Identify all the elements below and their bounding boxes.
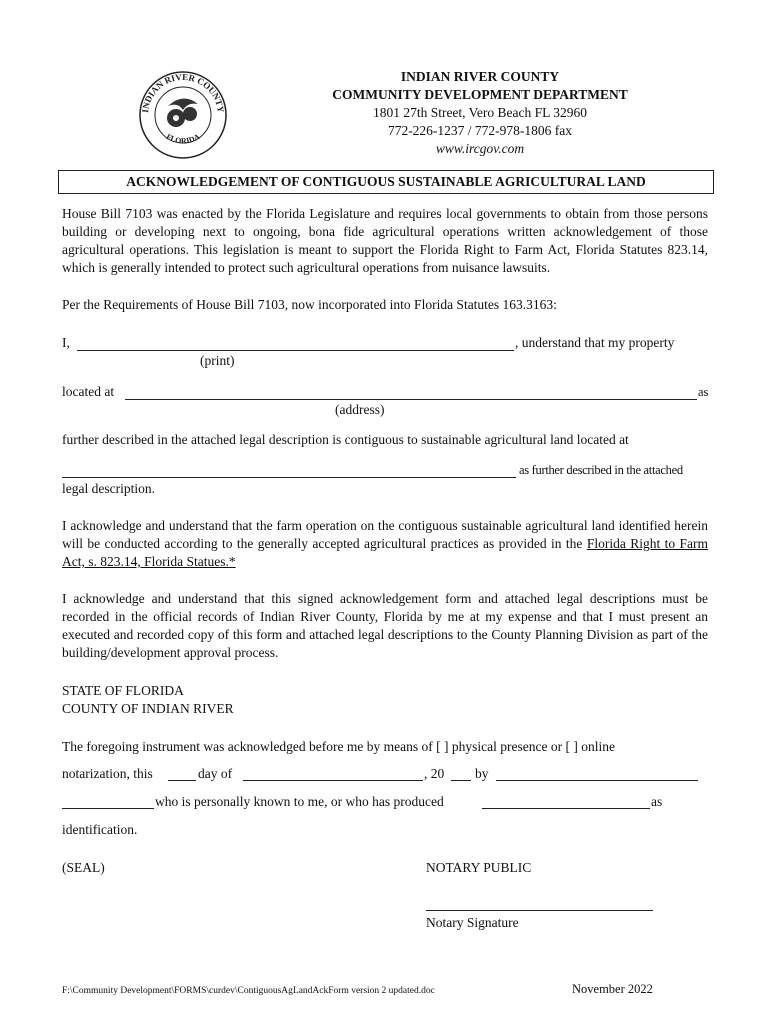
notary-acknowledgement-line: The foregoing instrument was acknowledged before me by means of [ ] physical presence or [ ] online [62, 739, 615, 754]
further-suffix: as further described in the attached [519, 463, 683, 477]
notarization-prefix: notarization, this [62, 766, 153, 781]
notary-signature-field[interactable] [426, 910, 653, 911]
county-label: COUNTY OF INDIAN RIVER [62, 701, 234, 716]
form-title: ACKNOWLEDGEMENT OF CONTIGUOUS SUSTAINABLE AGRICULTURAL LAND [58, 170, 714, 194]
right-to-farm-reference: Florida Right to Farm Act, s. 823.14, Florida Statues.* [62, 536, 708, 569]
requirements-line: Per the Requirements of House Bill 7103, now incorporated into Florida Statutes 163.3163: [62, 297, 557, 312]
day-field[interactable] [168, 780, 196, 781]
year-prefix: , 20 [424, 766, 445, 781]
day-of-label: day of [198, 766, 233, 781]
month-field[interactable] [243, 780, 423, 781]
i-prefix: I, [62, 335, 70, 350]
seal-text-bottom: FLORIDA [164, 131, 202, 146]
acknowledgement-recording: I acknowledge and understand that this signed acknowledgement form and attached legal descriptions must be recorded in the official records of Indian River County, Florida by me at my expense and that I must present an executed and recorded copy of this form and attached legal descriptions to the County Planning Division as part of the building/development approval process. [62, 591, 708, 660]
print-name-field[interactable] [77, 350, 514, 351]
seal-text-top: INDIAN RIVER COUNTY [140, 71, 226, 114]
located-prefix: located at [62, 384, 115, 399]
address-hint: (address) [335, 402, 385, 417]
footer-date: November 2022 [572, 982, 653, 996]
acknowledgement-farm-operation [62, 517, 708, 571]
state-label: STATE OF FLORIDA [62, 683, 184, 698]
seal-label: (SEAL) [62, 860, 105, 875]
intro-paragraph: House Bill 7103 was enacted by the Florida Legislature and requires local governments to obtain from those persons building or developing next to ongoing, bona fide agricultural operations written acknowledgement of those agricultural operations. This legislation is meant to support the Florida Right to Farm Act, Florida Statutes 823.14, which is generally intended to protect such agricultural operations from nuisance lawsuits. [62, 206, 708, 275]
county-seal [138, 70, 228, 160]
personally-known-field[interactable] [62, 808, 154, 809]
located-suffix: as [698, 385, 709, 399]
department-name: COMMUNITY DEVELOPMENT DEPARTMENT [332, 87, 628, 102]
year-field[interactable] [451, 780, 471, 781]
by-label: by [475, 766, 489, 781]
identification-label: identification. [62, 822, 138, 837]
agricultural-land-location-field[interactable] [62, 477, 516, 478]
further-description-text: further described in the attached legal description is contiguous to sustainable agricultural land located at [62, 432, 629, 447]
department-phone: 772-226-1237 / 772-978-1806 fax [387, 123, 573, 138]
legal-description-text: legal description. [62, 481, 155, 496]
ack1-text: I acknowledge and understand that the farm operation on the contiguous sustainable agricultural land identified herein will be conducted according to the generally accepted agricultural practices as provided in the [62, 518, 708, 551]
signer-name-field[interactable] [496, 780, 698, 781]
notary-public-label: NOTARY PUBLIC [426, 860, 532, 875]
i-suffix: , understand that my property [515, 335, 675, 350]
department-header [300, 68, 660, 158]
department-address: 1801 27th Street, Vero Beach FL 32960 [372, 105, 588, 120]
notary-signature-label: Notary Signature [426, 915, 519, 930]
county-name: INDIAN RIVER COUNTY [400, 69, 560, 84]
address-field[interactable] [125, 399, 697, 400]
identification-field[interactable] [482, 808, 650, 809]
svg-text:FLORIDA [165, 132, 202, 146]
as-label: as [651, 794, 663, 809]
personally-known-text: who is personally known to me, or who has produced [155, 794, 444, 809]
footer-file-path: F:\Community Development\FORMS\curdev\ContiguousAgLandAckForm version 2 updated.doc [62, 986, 435, 996]
print-hint: (print) [200, 353, 235, 368]
department-website: www.ircgov.com [435, 141, 525, 156]
